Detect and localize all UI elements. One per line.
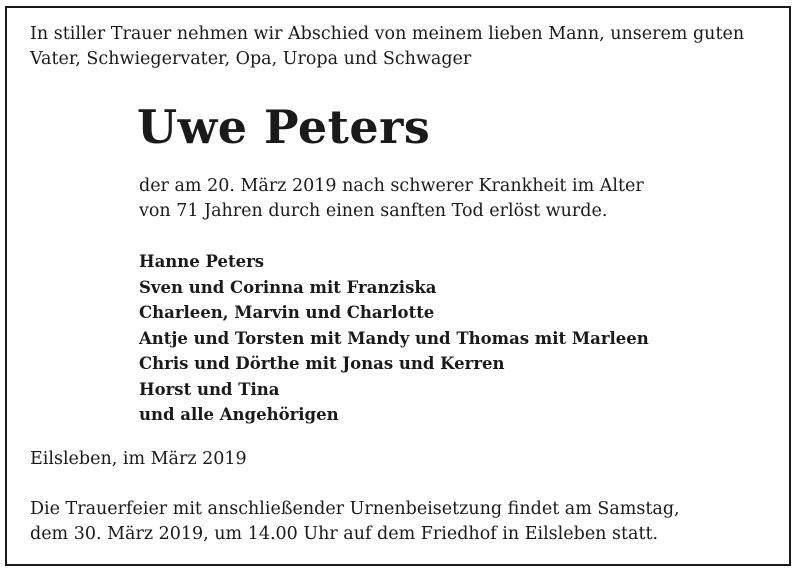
mourner-entry: Horst und Tina xyxy=(139,379,280,399)
deceased-name: Uwe Peters xyxy=(137,100,431,154)
mourner-entry: und alle Angehörigen xyxy=(139,405,339,424)
intro-text xyxy=(30,22,780,72)
death-line: der am 20. März 2019 nach schwerer Krankheit im Alter xyxy=(139,176,644,196)
mourner-entry: Chris und Dörthe mit Jonas und Kerren xyxy=(139,354,505,373)
ceremony-line: Die Trauerfeier mit anschließender Urnenbeisetzung findet am Samstag, xyxy=(30,499,680,519)
ceremony-info xyxy=(30,497,680,547)
mourner-entry: Sven und Corinna mit Franziska xyxy=(139,277,437,297)
place-date: Eilsleben, im März 2019 xyxy=(30,449,247,469)
mourners-list xyxy=(139,249,649,428)
ceremony-line: dem 30. März 2019, um 14.00 Uhr auf dem Friedhof in Eilsleben statt. xyxy=(30,524,659,544)
mourner-entry: Antje und Torsten mit Mandy und Thomas mit Marleen xyxy=(139,328,649,348)
mourner-entry: Hanne Peters xyxy=(139,252,265,271)
death-line: von 71 Jahren durch einen sanften Tod erlöst wurde. xyxy=(139,201,608,221)
intro-line: Vater, Schwiegervater, Opa, Uropa und Schwager xyxy=(30,49,472,69)
death-statement xyxy=(139,174,644,224)
intro-line: In stiller Trauer nehmen wir Abschied von meinem lieben Mann, unserem guten xyxy=(30,24,745,44)
mourner-entry: Charleen, Marvin und Charlotte xyxy=(139,303,435,322)
